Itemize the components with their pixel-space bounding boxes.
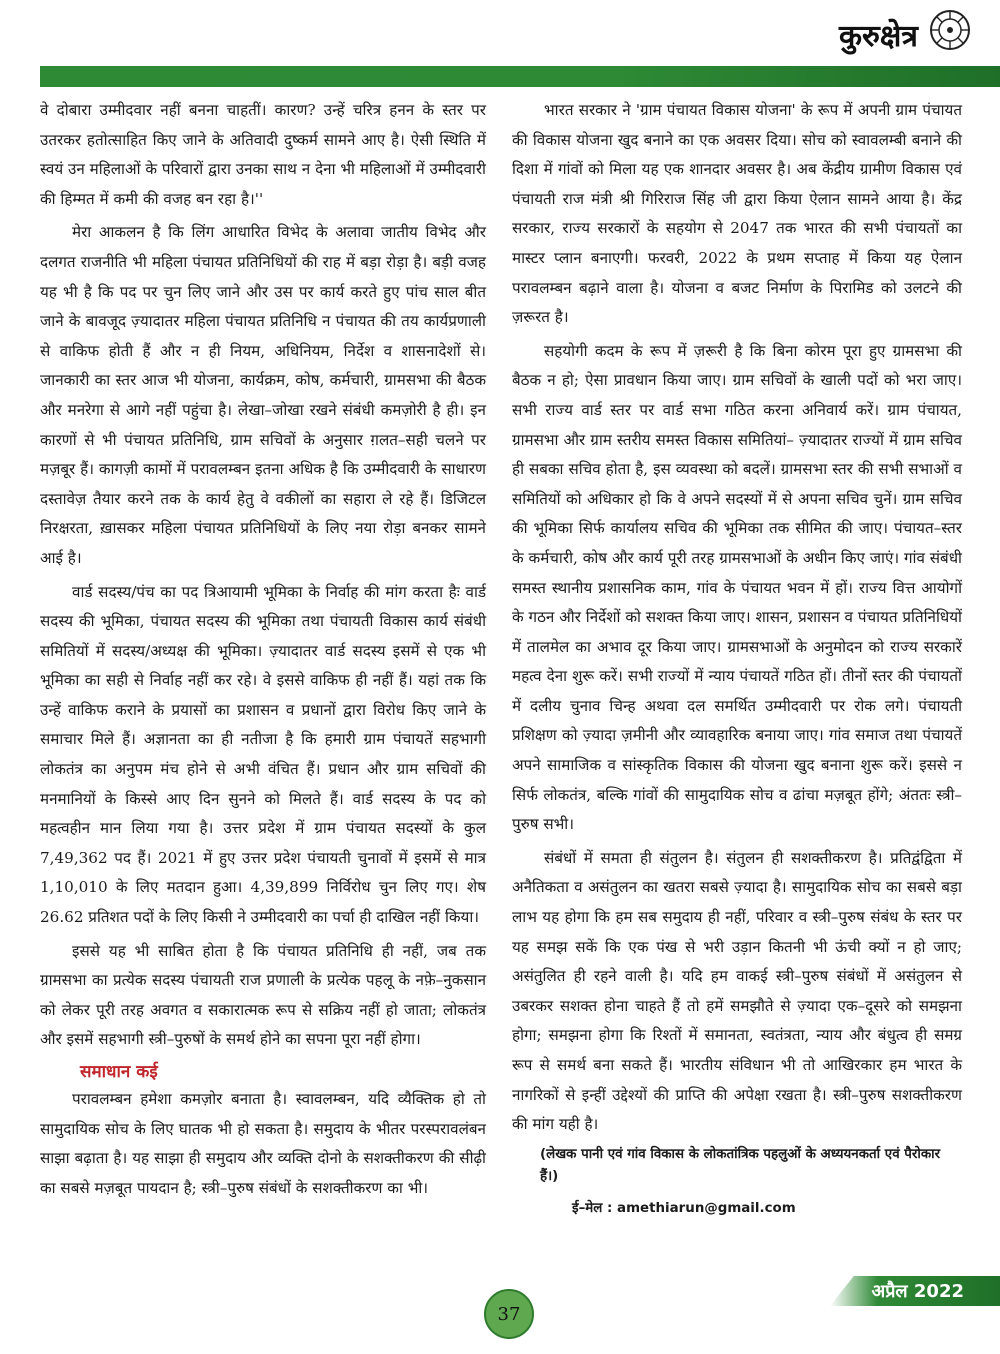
page-number: 37 — [484, 1289, 534, 1339]
paragraph: संबंधों में समता ही संतुलन है। संतुलन ही सशक्तीकरण है। प्रतिद्वंद्विता में अनैतिकता व असंतुलन का खतरा सबसे ज़्यादा है। सामुदायिक सोच का सबसे बड़ा लाभ यह होगा कि हम सब समुदाय ही नहीं, परिवार व स्त्री–पुरुष संबंध के स्तर पर यह समझ सकें कि एक पंख से भरी उड़ान कितनी भी ऊंची क्यों न हो जाए; असंतुलित ही रहने वाली है। यदि हम वाकई स्त्री–पुरुष संबंधों में असंतुलन से उबरकर सशक्त होना चाहते हैं तो हमें समझौते से ज़्यादा एक–दूसरे को समझना होगा; समझना होगा कि रिश्तों में समानता, स्वतंत्रता, न्याय और बंधुत्व ही समग्र रूप से समर्थ बना सकते हैं। भारतीय संविधान भी तो आखिरकार हम भारत के नागरिकों से इन्हीं उद्देश्यों की प्राप्ति की अपेक्षा रखता है। स्त्री–पुरुष सशक्तीकरण की मांग यही है। — [512, 848, 962, 1134]
section-heading: समाधान कई — [80, 1062, 158, 1082]
email-line — [512, 1194, 962, 1224]
issue-date: अप्रैल 2022 — [871, 1281, 964, 1302]
magazine-title: कुरुक्षेत्र — [838, 19, 918, 54]
left-column — [40, 96, 486, 1207]
author-note: (लेखक पानी एवं गांव विकास के लोकतांत्रिक पहलुओं के अध्ययनकर्ता एवं पैरोकार हैं।) — [540, 1146, 941, 1184]
paragraph: भारत सरकार ने 'ग्राम पंचायत विकास योजना' के रूप में अपनी ग्राम पंचायत की विकास योजना खुद बनाने का एक अवसर दिया। सोच को स्वावलम्बी बनाने की दिशा में गांवों को मिला यह एक शानदार अवसर है। अब केंद्रीय ग्रामीण विकास एवं पंचायती राज मंत्री श्री गिरिराज सिंह जी द्वारा किया ऐलान सामने आया है। केंद्र सरकार, राज्य सरकारों के सहयोग से 2047 तक भारत की सभी पंचायतों का मास्टर प्लान बनाएगी। फरवरी, 2022 के प्रथम सप्ताह में किया यह ऐलान परावलम्बन बढ़ाने वाला है। योजना व बजट निर्माण के पिरामिड को उलटने की ज़रूरत है। — [512, 101, 962, 327]
email-label: ई–मेल : — [572, 1200, 613, 1216]
paragraph: इससे यह भी साबित होता है कि पंचायत प्रतिनिधि ही नहीं, जब तक ग्रामसभा का प्रत्येक सदस्य पंचायती राज प्रणाली के प्रत्येक पहलू के नफ़े–नुकसान को लेकर पूरी तरह अवगत व सकारात्मक रूप से सक्रिय नहीं हो जाता; लोकतंत्र और इसमें सहभागी स्त्री–पुरुषों के समर्थ होने का सपना पूरा नहीं होगा। — [40, 941, 486, 1049]
page-header — [0, 0, 1000, 95]
paragraph: वे दोबारा उम्मीदवार नहीं बनना चाहतीं। कारण? उन्हें चरित्र हनन के स्तर पर उतरकर हतोत्साहित किए जाने के अतिवादी दुष्कर्म सामने आए है। ऐसी स्थिति में स्वयं उन महिलाओं के परिवारों द्वारा उनका साथ न देना भी महिलाओं में उम्मीदवारी की हिम्मत में कमी की वजह बन रहा है।'' — [40, 101, 486, 208]
email-address: amethiarun@gmail.com — [617, 1200, 796, 1216]
paragraph: मेरा आकलन है कि लिंग आधारित विभेद के अलावा जातीय विभेद और दलगत राजनीति भी महिला पंचायत प्रतिनिधियों की राह में बड़ा रोड़ा है। बड़ी वजह यह भी है कि पद पर चुन लिए जाने और उस पर कार्य करते हुए पांच साल बीत जाने के बावजूद ज़्यादातर महिला पंचायत प्रतिनिधि न पंचायत की तय कार्यप्रणाली से वाकिफ होती हैं और न ही नियम, अधिनियम, निर्देश व शासनादेशों से। जानकारी का स्तर आज भी योजना, कार्यक्रम, कोष, कर्मचारी, ग्रामसभा की बैठक और मनरेगा से आगे नहीं पहुंचा है। लेखा–जोखा रखने संबंधी कमज़ोरी है ही। इन कारणों से भी पंचायत प्रतिनिधि, ग्राम सचिवों के अनुसार ग़लत–सही चलने पर मज़बूर हैं। कागज़ी कामों में परावलम्बन इतना अधिक है कि उम्मीदवारी के साधारण दस्तावेज़ तैयार करने तक के कार्य हेतु वे वकीलों का सहारा ले रहे हैं। डिजिटल निरक्षरता, ख़ासकर महिला पंचायत प्रतिनिधियों के लिए नया रोड़ा बनकर सामने आई है। — [40, 223, 486, 567]
header-green-bar — [40, 66, 1000, 87]
paragraph: वार्ड सदस्य/पंच का पद त्रिआयामी भूमिका के निर्वाह की मांग करता हैः वार्ड सदस्य की भूमिका, पंचायत सदस्य की भूमिका तथा पंचायती विकास कार्य संबंधी समितियों में सदस्य/अध्यक्ष की भूमिका। ज़्यादातर वार्ड सदस्य इसमें से एक भी भूमिका का सही से निर्वाह नहीं कर रहे। वे इससे वाकिफ ही नहीं हैं। यहां तक कि उन्हें वाकिफ कराने के प्रयासों का प्रशासन व प्रधानों द्वारा विरोध किए जाने के समाचार मिले हैं। अज्ञानता का ही नतीजा है कि हमारी ग्राम पंचायतें सहभागी लोकतंत्र का अनुपम मंच होने से अभी वंचित हैं। प्रधान और ग्राम सचिवों की मनमानियों के किस्से आए दिन सुनने को मिलते हैं। वार्ड सदस्य के पद को महत्वहीन मान लिया गया है। उत्तर प्रदेश में ग्राम पंचायत सदस्यों के कुल 7,49,362 पद हैं। 2021 में हुए उत्तर प्रदेश पंचायती चुनावों में इसमें से मात्र 1,10,010 के लिए मतदान हुआ। 4,39,899 निर्विरोध चुन लिए गए। शेष 26.62 प्रतिशत पदों के लिए किसी ने उम्मीदवारी का पर्चा ही दाखिल नहीं किया। — [40, 582, 486, 927]
right-column — [512, 96, 962, 1223]
paragraph: सहयोगी कदम के रूप में ज़रूरी है कि बिना कोरम पूरा हुए ग्रामसभा की बैठक न हो; ऐसा प्रावधान किया जाए। ग्राम सचिवों के खाली पदों को भरा जाए। सभी राज्य वार्ड स्तर पर वार्ड सभा गठित करना अनिवार्य करें। ग्राम पंचायत, ग्रामसभा और ग्राम स्तरीय समस्त विकास समितियां– ज़्यादातर राज्यों में ग्राम सचिव ही सबका सचिव होता है, इस व्यवस्था को बदलें। ग्रामसभा स्तर की सभी सभाओं व समितियों को अधिकार हो कि वे अपने सदस्यों में से अपना सचिव चुनें। ग्राम सचिव की भूमिका सिर्फ कार्यालय सचिव की भूमिका तक सीमित की जाए। पंचायत–स्तर के कर्मचारी, कोष और कार्य पूरी तरह ग्रामसभाओं के अधीन किए जाएं। गांव संबंधी समस्त स्थानीय प्रशासनिक काम, गांव के पंचायत भवन में हों। राज्य वित्त आयोगों के गठन और निर्देशों को सशक्त किया जाए। शासन, प्रशासन व पंचायत प्रतिनिधियों में तालमेल का अभाव दूर किया जाए। ग्रामसभाओं के अनुमोदन को राज्य सरकारें महत्व देना शुरू करें। सभी राज्यों में न्याय पंचायतें गठित हों। तीनों स्तर की पंचायतों में दलीय चुनाव चिन्ह अथवा दल समर्थित उम्मीदवारी पर रोक लगे। पंचायती प्रशिक्षण को ज़्यादा ज़मीनी और व्यावहारिक बनाया जाए। गांव समाज तथा पंचायतें अपने सामाजिक व सांस्कृतिक विकास की योजना खुद बनाना शुरू करें। इससे न सिर्फ लोकतंत्र, बल्कि गांवों की सामुदायिक सोच व ढांचा मज़बूत होंगे; अंततः स्त्री–पुरुष सभी। — [512, 341, 962, 834]
paragraph: परावलम्बन हमेशा कमज़ोर बनाता है। स्वावलम्बन, यदि व्यैक्तिक हो तो सामुदायिक सोच के लिए घातक भी हो सकता है। समुदाय के भीतर परस्परावलंबन साझा बढ़ाता है। यह साझा ही समुदाय और व्यक्ति दोनो के सशक्तीकरण की सीढ़ी का सबसे मज़बूत पायदान है; स्त्री–पुरुष संबंधों के सशक्तीकरण का भी। — [40, 1090, 486, 1197]
emblem-icon — [928, 8, 972, 52]
